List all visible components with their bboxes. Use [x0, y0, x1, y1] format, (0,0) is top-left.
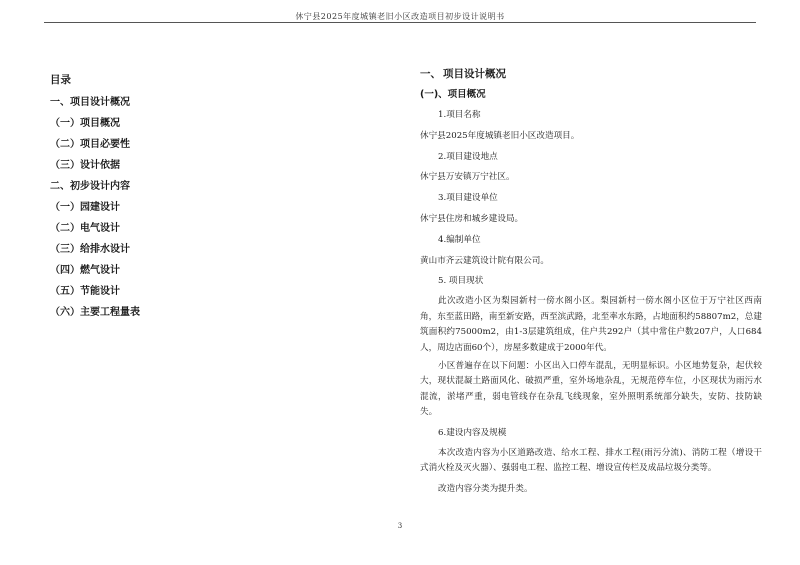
toc-item[interactable]: （二）电气设计 — [50, 223, 120, 234]
toc-item[interactable]: （二）项目必要性 — [50, 139, 130, 150]
toc-item[interactable]: （三）设计依据 — [50, 160, 120, 171]
paragraph: 此次改造小区为梨园新村一傍水阁小区。梨园新村一傍水阁小区位于万宁社区西南角，东至蓝田路，南至新安路，西至滨武路，北至率水东路，占地面积约58807m2，总建筑面积约75000m2，由1-3层建筑组成，住户共292户（其中常住户数207户，人口684人，周边店面60个），房屋多数建成于2000年代。 — [420, 296, 762, 353]
item-label: 2.项目建设地点 — [438, 151, 498, 162]
toc-item[interactable]: （一）项目概况 — [50, 118, 120, 129]
toc-item[interactable]: （三）给排水设计 — [50, 244, 130, 255]
toc-item[interactable]: 二、初步设计内容 — [50, 181, 130, 192]
main-content — [420, 64, 762, 500]
page-number: 3 — [397, 522, 403, 530]
item-label: 5. 项目现状 — [438, 276, 484, 287]
toc-item[interactable]: （五）节能设计 — [50, 286, 120, 297]
paragraph: 改造内容分类为提升类。 — [438, 483, 533, 494]
toc-item[interactable]: （一）园建设计 — [50, 202, 120, 213]
item-label: 6.建设内容及规模 — [438, 427, 507, 438]
toc-item[interactable]: （六）主要工程量表 — [50, 307, 140, 318]
page-header: 休宁县2025年度城镇老旧小区改造项目初步设计说明书 — [295, 12, 505, 21]
section-title: 项目设计概况 — [443, 68, 506, 80]
subsection-heading: (一)、项目概况 — [420, 89, 486, 100]
toc-title: 目录 — [50, 74, 71, 86]
item-value: 休宁县万安镇万宁社区。 — [420, 172, 515, 183]
paragraph: 小区普遍存在以下问题：小区出入口停车混乱，无明显标识。小区地势复杂，起伏较大，现状混凝土路面风化、破损严重，室外场地杂乱，无规范停车位，小区现状为雨污水混流，淤堵严重，弱电管线存在杂乱飞线现象，室外照明系统部分缺失，安防、技防缺失。 — [420, 360, 762, 418]
toc-item[interactable]: （四）燃气设计 — [50, 265, 120, 276]
toc-item[interactable]: 一、项目设计概况 — [50, 97, 130, 108]
item-value: 黄山市齐云建筑设计院有限公司。 — [420, 255, 549, 266]
table-of-contents — [50, 72, 140, 323]
item-label: 4.编制单位 — [438, 234, 481, 245]
item-value: 休宁县住房和城乡建设局。 — [420, 213, 524, 224]
item-value: 休宁县2025年度城镇老旧小区改造项目。 — [420, 130, 580, 141]
section-heading — [420, 64, 762, 85]
item-label: 3.项目建设单位 — [438, 193, 498, 204]
section-number: 一、 — [420, 68, 441, 80]
item-label: 1.项目名称 — [438, 110, 481, 120]
header-rule — [44, 22, 756, 23]
paragraph: 本次改造内容为小区道路改造、给水工程、排水工程(雨污分流)、消防工程（增设干式消火栓及灭火器）、强弱电工程、监控工程、增设宣传栏及成品垃圾分类等。 — [420, 447, 762, 474]
